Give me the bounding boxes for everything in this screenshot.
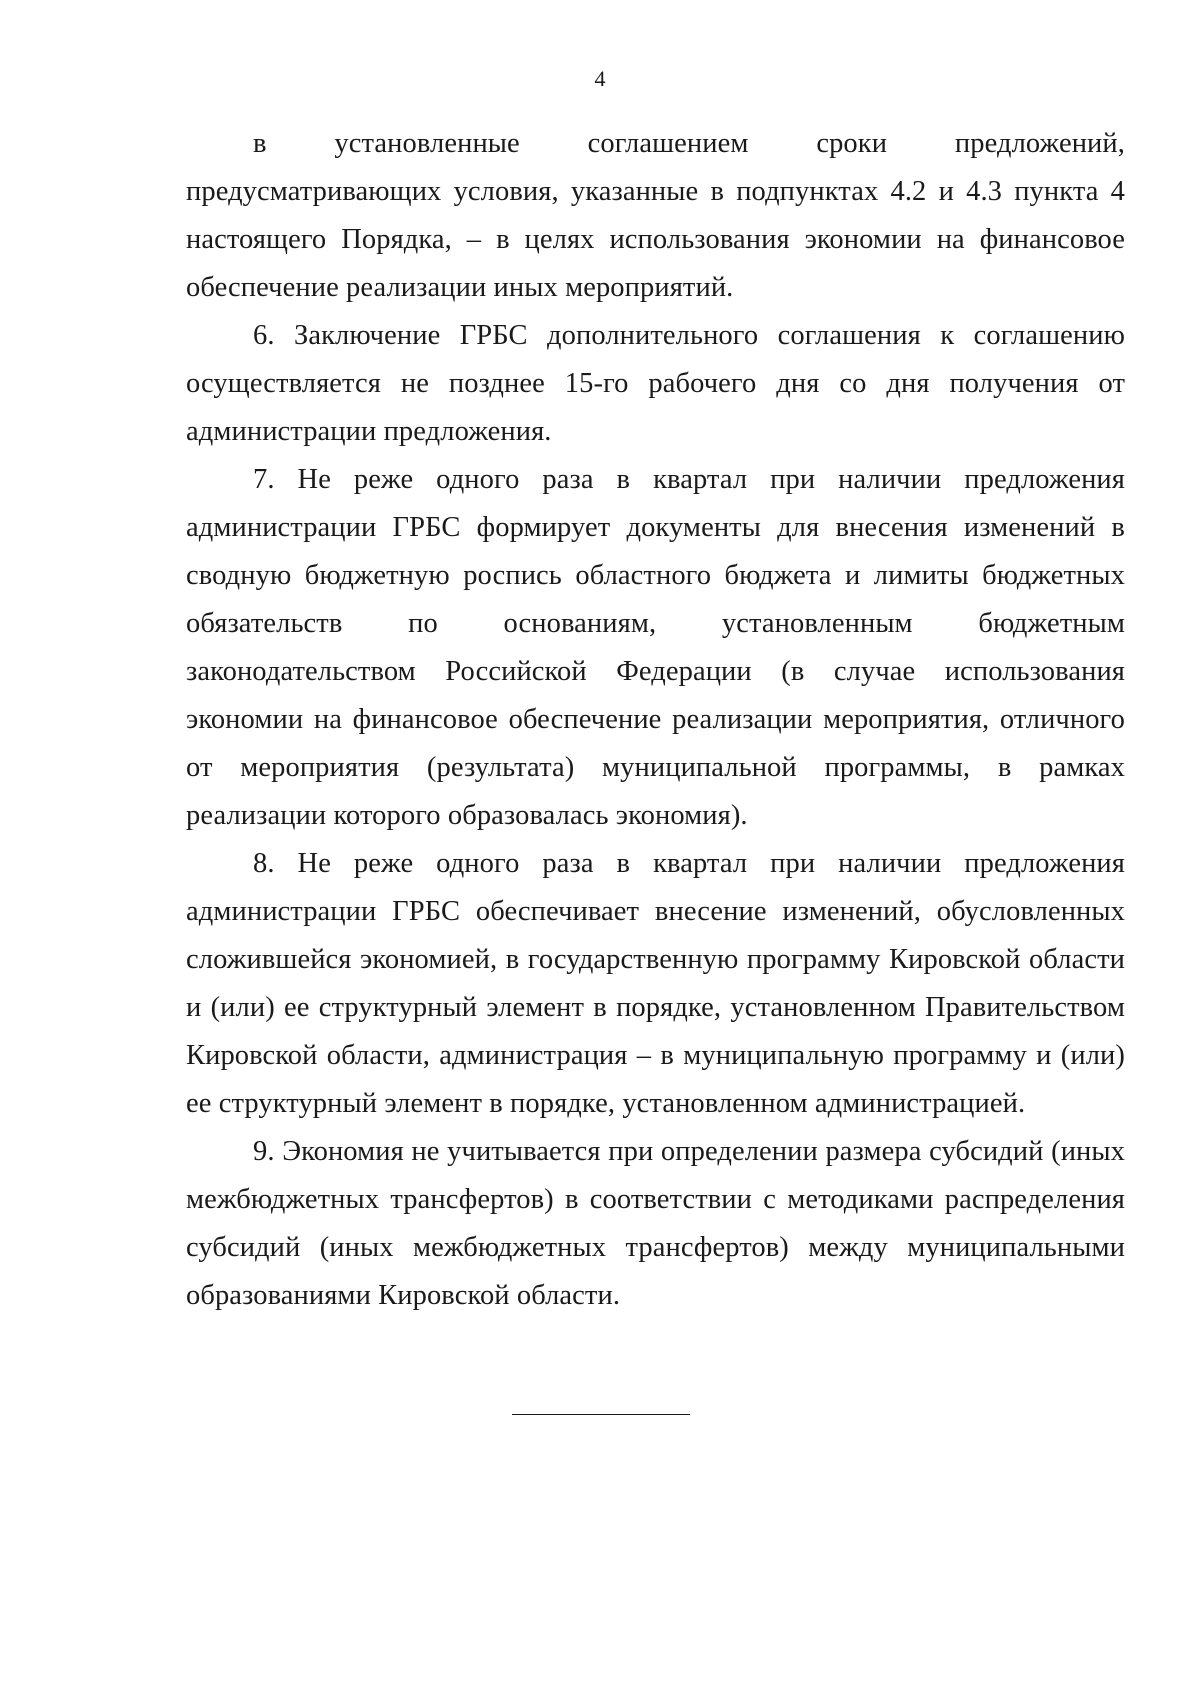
paragraph-8: 8. Не реже одного раза в квартал при наличии предложения администрации ГРБС обеспечивает внесение изменений, обусловленных сложившейся экономией, в государственную программу Кировской области и (или) ее структурный элемент в порядке, установленном Правительством Кировской области, администрация – в муниципальную программу и (или) ее структурный элемент в порядке, установленном администрацией. [186, 848, 1125, 1119]
document-body [186, 120, 1125, 1320]
paragraph-9: 9. Экономия не учитывается при определении размера субсидий (иных межбюджетных трансфертов) в соответствии с методиками распределения субсидий (иных межбюджетных трансфертов) между муниципальными образованиями Кировской области. [186, 1136, 1125, 1311]
end-separator-line [512, 1414, 690, 1415]
page-number: 4 [594, 66, 606, 91]
paragraph-continued: в установленные соглашением сроки предложений, предусматривающих условия, указанные в подпунктах 4.2 и 4.3 пункта 4 настоящего Порядка, – в целях использования экономии на финансовое обеспечение реализации иных мероприятий. [186, 128, 1125, 303]
paragraph-7: 7. Не реже одного раза в квартал при наличии предложения администрации ГРБС формирует документы для внесения изменений в сводную бюджетную роспись областного бюджета и лимиты бюджетных обязательств по основаниям, установленным бюджетным законодательством Российской Федерации (в случае использования экономии на финансовое обеспечение реализации мероприятия, отличного от мероприятия (результата) муниципальной программы, в рамках реализации которого образовалась экономия). [186, 464, 1125, 831]
paragraph-6: 6. Заключение ГРБС дополнительного соглашения к соглашению осуществляется не позднее 15-го рабочего дня со дня получения от администрации предложения. [186, 320, 1125, 447]
